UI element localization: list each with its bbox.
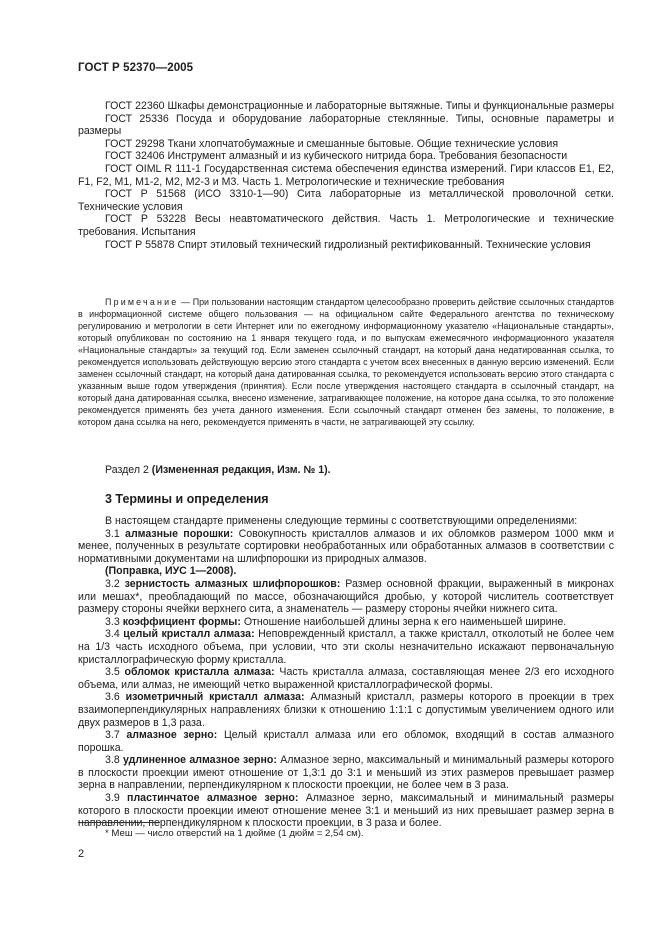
term-name: зернистость алмазных шлифпорошков: (124, 577, 341, 590)
section-3 (78, 492, 614, 830)
term-name: целый кристалл алмаза: (123, 628, 255, 641)
reference-item: ГОСТ Р 51568 (ИСО 3310-1—90) Сита лабораторные из металлической проволочной сетки. Технические условия (78, 188, 614, 213)
term-definition: 3.5 обломок кристалла алмаза: Часть кристалла алмаза, составляющая менее 2/3 его исходного объема, или алмаз, не имеющий четко выраженной кристаллографической формы. (78, 666, 614, 691)
term-name: изометричный кристалл алмаза: (125, 691, 305, 704)
reference-item: ГОСТ 29298 Ткани хлопчатобумажные и смешанные бытовые. Общие технические условия (105, 137, 559, 150)
section-title: 3 Термины и определения (105, 492, 269, 506)
term-name: алмазное зерно: (126, 729, 218, 742)
document-header: ГОСТ Р 52370—2005 (78, 62, 194, 74)
reference-item: ГОСТ Р 55878 Спирт этиловый технический гидролизный ректификованный. Технические условия (105, 238, 591, 251)
reference-item: ГОСТ 32406 Инструмент алмазный и из кубического нитрида бора. Требования безопасности (105, 150, 568, 163)
term-name: коэффициент формы: (122, 615, 241, 628)
term-name: обломок кристалла алмаза: (124, 666, 275, 679)
term-definition: 3.9 пластинчатое алмазное зерно: Алмазное зерно, максимальный и минимальный размеры которого в плоскости проекции имеют отношение менее 3:1 и меньший из них превышает размер зерна в направлении, перпендикулярном к плоскости проекции, в 3 раза и более. (78, 792, 614, 830)
term-definition: 3.4 целый кристалл алмаза: Неповрежденный кристалл, а также кристалл, отколотый не более чем на 1/3 часть исходного объема, при условии, что эти сколы незначительно искажают первоначальную кристаллографическую форму кристалла. (78, 628, 615, 666)
reference-item: ГОСТ 22360 Шкафы демонстрационные и лабораторные вытяжные. Типы и функциональные размеры (105, 100, 614, 112)
section2-label: Раздел 2 (105, 464, 152, 476)
footnote-divider (78, 822, 160, 823)
page-number: 2 (78, 848, 85, 860)
term-definition: 3.8 удлиненное алмазное зерно: Алмазное зерно, максимальный и минимальный размеры которого в плоскости проекции имеют отношение от 1,3:1 до 3:1 и меньший из этих размеров превышает размер зерна в направлении, перпендикулярном к плоскости проекции, не более чем в 3 раза. (78, 754, 614, 792)
normative-references (78, 100, 614, 251)
reference-item: ГОСТ OIML R 111-1 Государственная система обеспечения единства измерений. Гири классов E1, E2, F1, F2, M1, M1-2, M2, M2-3 и M3. Часть 1. Метрологические и технические требования (78, 162, 614, 188)
term-definition: 3.7 алмазное зерно: Целый кристалл алмаза или его обломок, входящий в состав алмазного порошка. (78, 729, 614, 754)
reference-item: ГОСТ 25336 Посуда и оборудование лабораторные стеклянные. Типы, основные параметры и размеры (78, 112, 614, 138)
reference-item: ГОСТ Р 53228 Весы неавтоматического действия. Часть 1. Метрологические и технические требования. Испытания (78, 213, 614, 238)
section2-edition: (Измененная редакция, Изм. № 1). (151, 464, 331, 476)
term-name: удлиненное алмазное зерно: (123, 754, 277, 767)
note-text: — При пользовании настоящим стандартом целесообразно проверить действие ссылочных стандартов в информационной системе общего пользования — на официальном сайте Федерального агентства по техническому регулированию и метрологии в сети Интернет или по ежегодному информационному указателю «Национальные стандарты», который опубликован по состоянию на 1 января текущего года, и по выпускам ежемесячного информационного указателя «Национальные стандарты» за текущий год. Если заменен ссылочный стандарт, на который дана недатированная ссылка, то рекомендуется использовать действующую версию этого стандарта с учетом всех внесенных в данную версию изменений. Если заменен ссылочный стандарт, на который дана датированная ссылка, то рекомендуется использовать версию этого стандарта с указанным выше годом утверждения (принятия). Если после утверждения настоящего стандарта в ссылочный стандарт, на который дана датированная ссылка, внесено изменение, затрагивающее положение, на которое дана ссылка, то это положение рекомендуется применять без учета данного изменения. Если ссылочный стандарт отменен без замены, то положение, в котором дана ссылка на него, рекомендуется применять в части, не затрагивающей эту ссылку. (78, 297, 614, 427)
section2-edit-note (78, 464, 614, 477)
term-definition: 3.1 алмазные порошки: Совокупность кристаллов алмазов и их обломков размером 1000 мкм и менее, полученных в результате сортировки необработанных или обработанных алмазов в соответствии с нормативными документами на шлифпорошки из природных алмазов. (78, 527, 615, 565)
term-definition: 3.6 изометричный кристалл алмаза: Алмазный кристалл, размеры которого в проекции в трех взаимоперпендикулярных направлениях близки к отношению 1:1:1 с допустимым увеличением одного или двух размеров в 1,3 раза. (78, 691, 614, 729)
term-definition: 3.2 зернистость алмазных шлифпорошков: Размер основной фракции, выраженный в микронах или мешах*, преобладающий по массе, обозначающийся дробью, у которой числитель соответствует размеру стороны ячейки верхнего сита, а знаменатель — размеру стороны ячейки нижнего сита. (78, 577, 614, 616)
note-paragraph (78, 296, 614, 428)
footnote: * Меш — число отверстий на 1 дюйме (1 дюйм = 2,54 см). (105, 828, 364, 839)
amendment-note: (Поправка, ИУС 1—2008). (105, 565, 237, 578)
term-name: пластинчатое алмазное зерно: (127, 792, 299, 805)
note-block (78, 296, 614, 428)
term-name: алмазные порошки: (125, 527, 234, 540)
term-definition: 3.3 коэффициент формы: Отношение наибольшей длины зерна к его наименьшей ширине. (105, 615, 567, 628)
section-intro: В настоящем стандарте применены следующие термины с соответствующими определениями: (105, 515, 578, 527)
note-label: Примечание (105, 297, 179, 307)
